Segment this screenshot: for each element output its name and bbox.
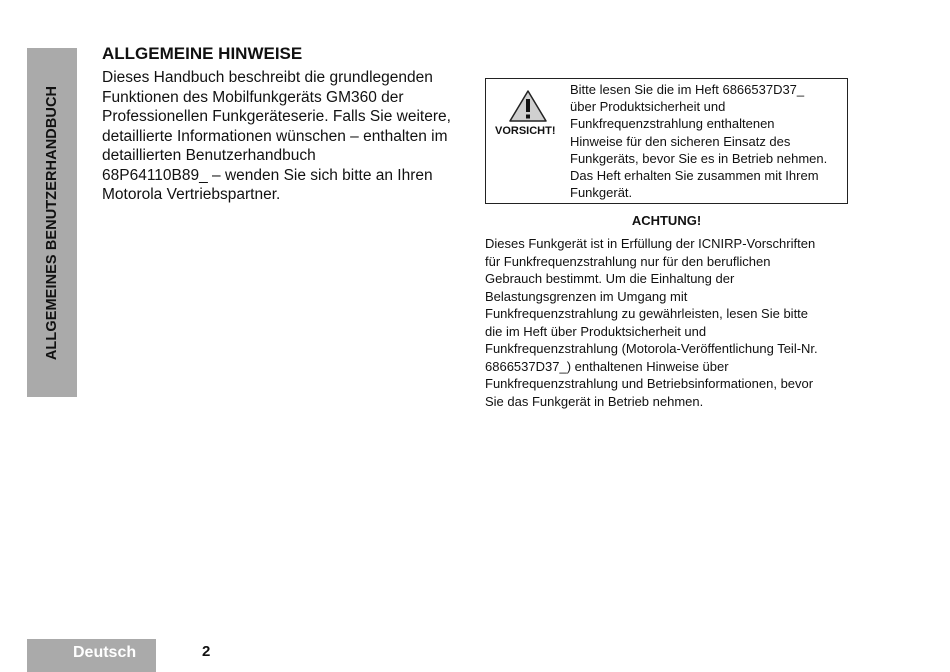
intro-line: Professionellen Funkgeräteserie. Falls Sie weitere, (102, 108, 451, 125)
warning-line: 6866537D37_) enthaltenen Hinweise über (485, 358, 729, 374)
caution-line: über Produktsicherheit und (570, 99, 726, 115)
caution-line: Bitte lesen Sie die im Heft 6866537D37_ (570, 82, 805, 97)
warning-line: Funkfrequenzstrahlung zu gewährleisten, lesen Sie bitte (485, 306, 809, 321)
caution-label: VORSICHT! (495, 125, 556, 137)
side-chapter-label: ALLGEMEINES BENUTZERHANDBUCH (44, 85, 60, 360)
side-chapter-tab (27, 48, 77, 397)
warning-triangle-icon (508, 89, 548, 123)
intro-line: Funktionen des Mobilfunkgeräts GM360 der (102, 88, 404, 106)
warning-line: Funkfrequenzstrahlung und Betriebsinformationen, bevor (485, 376, 814, 391)
intro-line: detaillierte Informationen wünschen – enthalten im (102, 127, 448, 145)
warning-line: für Funkfrequenzstrahlung nur für den beruflichen (485, 253, 771, 269)
caution-line: Funkgerät. (570, 185, 633, 201)
intro-line: Motorola Vertriebspartner. (102, 186, 281, 203)
intro-paragraph (102, 68, 472, 205)
warning-line: Gebrauch bestimmt. Um die Einhaltung der (485, 271, 735, 286)
caution-line: Funkfrequenzstrahlung enthaltenen (570, 116, 775, 132)
warning-line: Funkfrequenzstrahlung (Motorola-Veröffentlichung Teil-Nr. (485, 341, 818, 356)
intro-line: Dieses Handbuch beschreibt die grundlegenden (102, 69, 433, 86)
caution-line: Hinweise für den sicheren Einsatz des (570, 133, 791, 149)
warning-line: die im Heft über Produktsicherheit und (485, 323, 707, 339)
warning-line: Dieses Funkgerät ist in Erfüllung der ICNIRP-Vorschriften (485, 236, 816, 251)
intro-line: detaillierten Benutzerhandbuch (102, 147, 316, 164)
language-tab: Deutsch (27, 639, 156, 672)
section-title: ALLGEMEINE HINWEISE (102, 44, 303, 63)
warning-text (485, 235, 850, 410)
warning-line: Sie das Funkgerät in Betrieb nehmen. (485, 393, 704, 409)
intro-line: 68P64110B89_ – wenden Sie sich bitte an Ihren (102, 166, 433, 184)
warning-heading: ACHTUNG! (631, 213, 702, 228)
page-number: 2 (202, 643, 211, 660)
caution-line: Funkgeräts, bevor Sie es in Betrieb nehmen. (570, 150, 828, 166)
caution-box (485, 78, 848, 204)
caution-text (570, 81, 846, 201)
warning-line: Belastungsgrenzen im Umgang mit (485, 288, 688, 304)
caution-line: Das Heft erhalten Sie zusammen mit Ihrem (570, 168, 819, 184)
